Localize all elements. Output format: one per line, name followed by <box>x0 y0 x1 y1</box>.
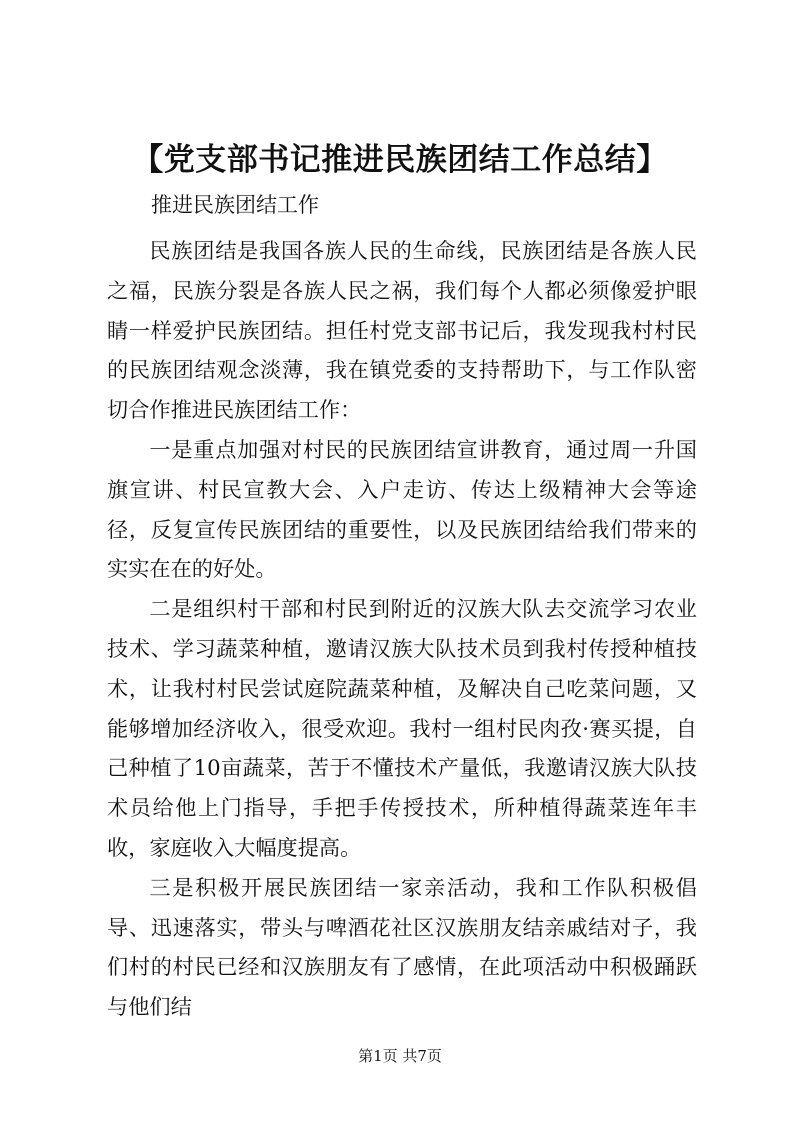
paragraph-intro: 民族团结是我国各族人民的生命线，民族团结是各族人民之福，民族分裂是各族人民之祸，我们每个人都必须像爱护眼睛一样爱护民族团结。担任村党支部书记后，我发现我村村民的民族团结观念淡薄，我在镇党委的支持帮助下，与工作队密切合作推进民族团结工作： <box>107 238 697 423</box>
document-subtitle: 推进民族团结工作 <box>151 193 319 217</box>
document-body <box>107 231 697 1027</box>
paragraph-point-two: 二是组织村干部和村民到附近的汉族大队去交流学习农业技术、学习蔬菜种植，邀请汉族大队技术员到我村传授种植技术，让我村村民尝试庭院蔬菜种植，及解决自己吃菜问题，又能够增加经济收入，很受欢迎。我村一组村民肉孜·赛买提，自己种植了10亩蔬菜，苦于不懂技术产量低，我邀请汉族大队技术员给他上门指导，手把手传授技术，所种植得蔬菜连年丰收，家庭收入大幅度提高。 <box>107 596 697 860</box>
document-title: 【党支部书记推进民族团结工作总结】 <box>132 142 668 178</box>
paragraph-point-one: 一是重点加强对村民的民族团结宣讲教育，通过周一升国旗宣讲、村民宣教大会、入户走访、传达上级精神大会等途径，反复宣传民族团结的重要性，以及民族团结给我们带来的实实在在的好处。 <box>107 436 697 582</box>
page-footer: 第1页 共7页 <box>358 1047 442 1065</box>
paragraph-point-three: 三是积极开展民族团结一家亲活动，我和工作队积极倡导、迅速落实，带头与啤酒花社区汉族朋友结亲戚结对子，我们村的村民已经和汉族朋友有了感情，在此项活动中积极踊跃与他们结 <box>107 874 697 1020</box>
